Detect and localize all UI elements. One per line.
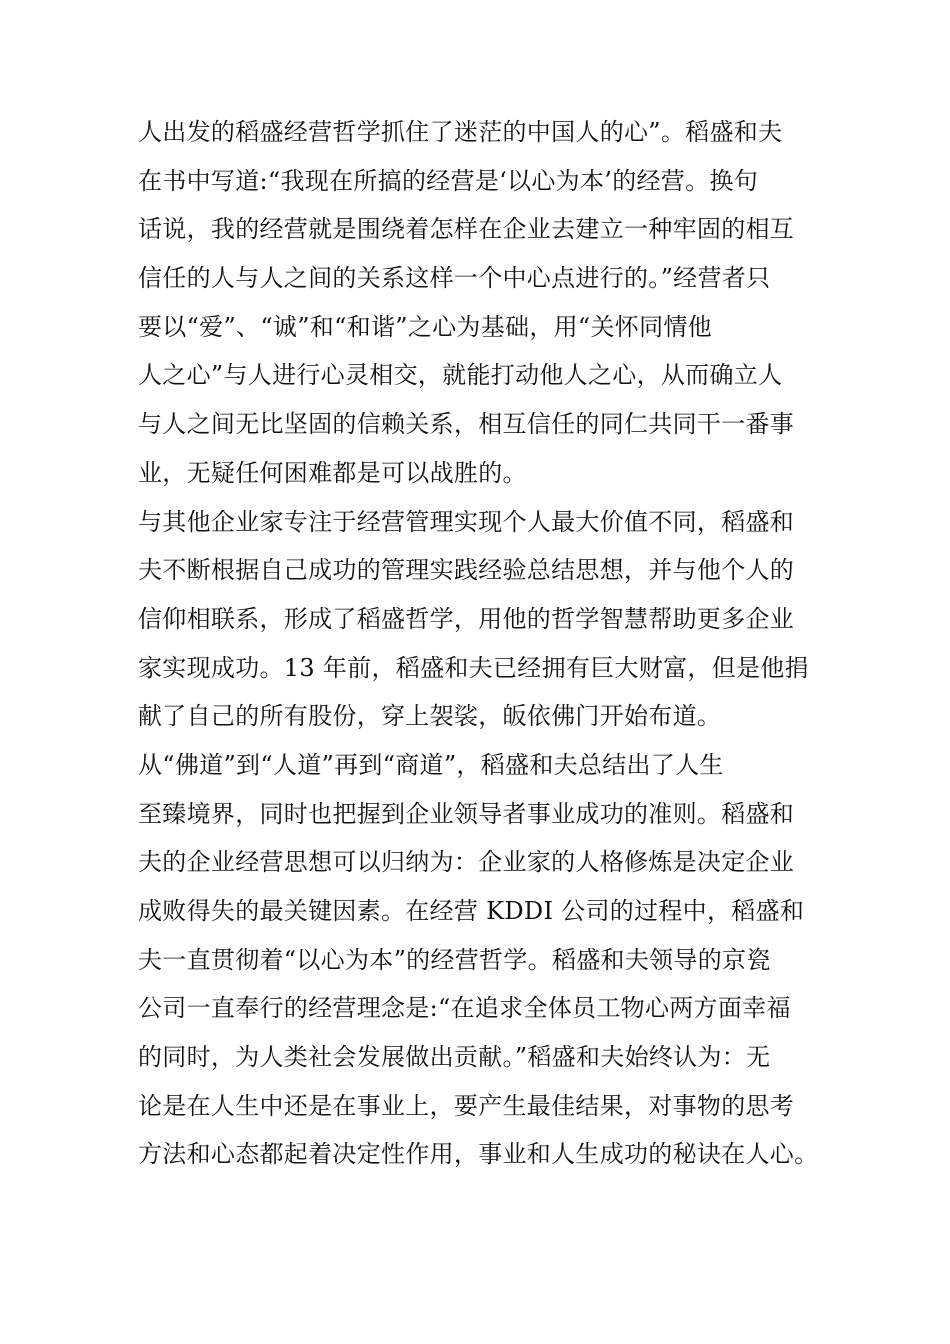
- text-line: 与人之间无比坚固的信赖关系，相互信任的同仁共同干一番事: [138, 410, 795, 439]
- text-line: 夫一直贯彻着“以心为本”的经营哲学。稻盛和夫领导的京瓷: [138, 945, 771, 974]
- paragraph-3: [138, 741, 818, 1179]
- text-line: 献了自己的所有股份，穿上袈裟，皈依佛门开始布道。: [138, 702, 722, 731]
- text-line: 在书中写道:“我现在所搞的经营是‘以心为本’的经营。换句: [138, 166, 759, 195]
- paragraph-1: [138, 108, 818, 498]
- text-line: 论是在人生中还是在事业上，要产生最佳结果，对事物的思考: [138, 1091, 795, 1120]
- text-line: 方法和心态都起着决定性作用，事业和人生成功的秘诀在人心。: [138, 1140, 819, 1169]
- text-line: 与其他企业家专注于经营管理实现个人最大价值不同，稻盛和: [138, 507, 795, 536]
- text-line: 信仰相联系，形成了稻盛哲学，用他的哲学智慧帮助更多企业: [138, 604, 795, 633]
- text-line: 夫的企业经营思想可以归纳为：企业家的人格修炼是决定企业: [138, 848, 795, 877]
- text-line: 人之心”与人进行心灵相交，就能打动他人之心，从而确立人: [138, 361, 783, 390]
- text-line: 公司一直奉行的经营理念是:“在追求全体员工物心两方面幸福: [138, 994, 791, 1023]
- text-line: 夫不断根据自己成功的管理实践经验总结思想，并与他个人的: [138, 556, 795, 585]
- text-line: 话说，我的经营就是围绕着怎样在企业去建立一种牢固的相互: [138, 215, 795, 244]
- text-line: 成败得失的最关键因素。在经营 KDDI 公司的过程中，稻盛和: [138, 897, 805, 925]
- text-line: 的同时，为人类社会发展做出贡献。”稻盛和夫始终认为：无: [138, 1043, 771, 1072]
- document-body: [138, 108, 818, 1179]
- paragraph-2: [138, 498, 818, 741]
- text-line: 家实现成功。13 年前，稻盛和夫已经拥有巨大财富，但是他捐: [138, 653, 809, 682]
- text-line: 业，无疑任何困难都是可以战胜的。: [138, 458, 527, 487]
- text-line: 要以“爱”、“诚”和“和谐”之心为基础，用“关怀同情他: [138, 312, 712, 341]
- text-line: 人出发的稻盛经营哲学抓住了迷茫的中国人的心”。稻盛和夫: [138, 118, 783, 146]
- text-line: 信任的人与人之间的关系这样一个中心点进行的。”经营者只: [138, 264, 771, 293]
- text-line: 至臻境界，同时也把握到企业领导者事业成功的准则。稻盛和: [138, 799, 795, 828]
- text-line: 从“佛道”到“人道”再到“商道”，稻盛和夫总结出了人生: [138, 750, 724, 779]
